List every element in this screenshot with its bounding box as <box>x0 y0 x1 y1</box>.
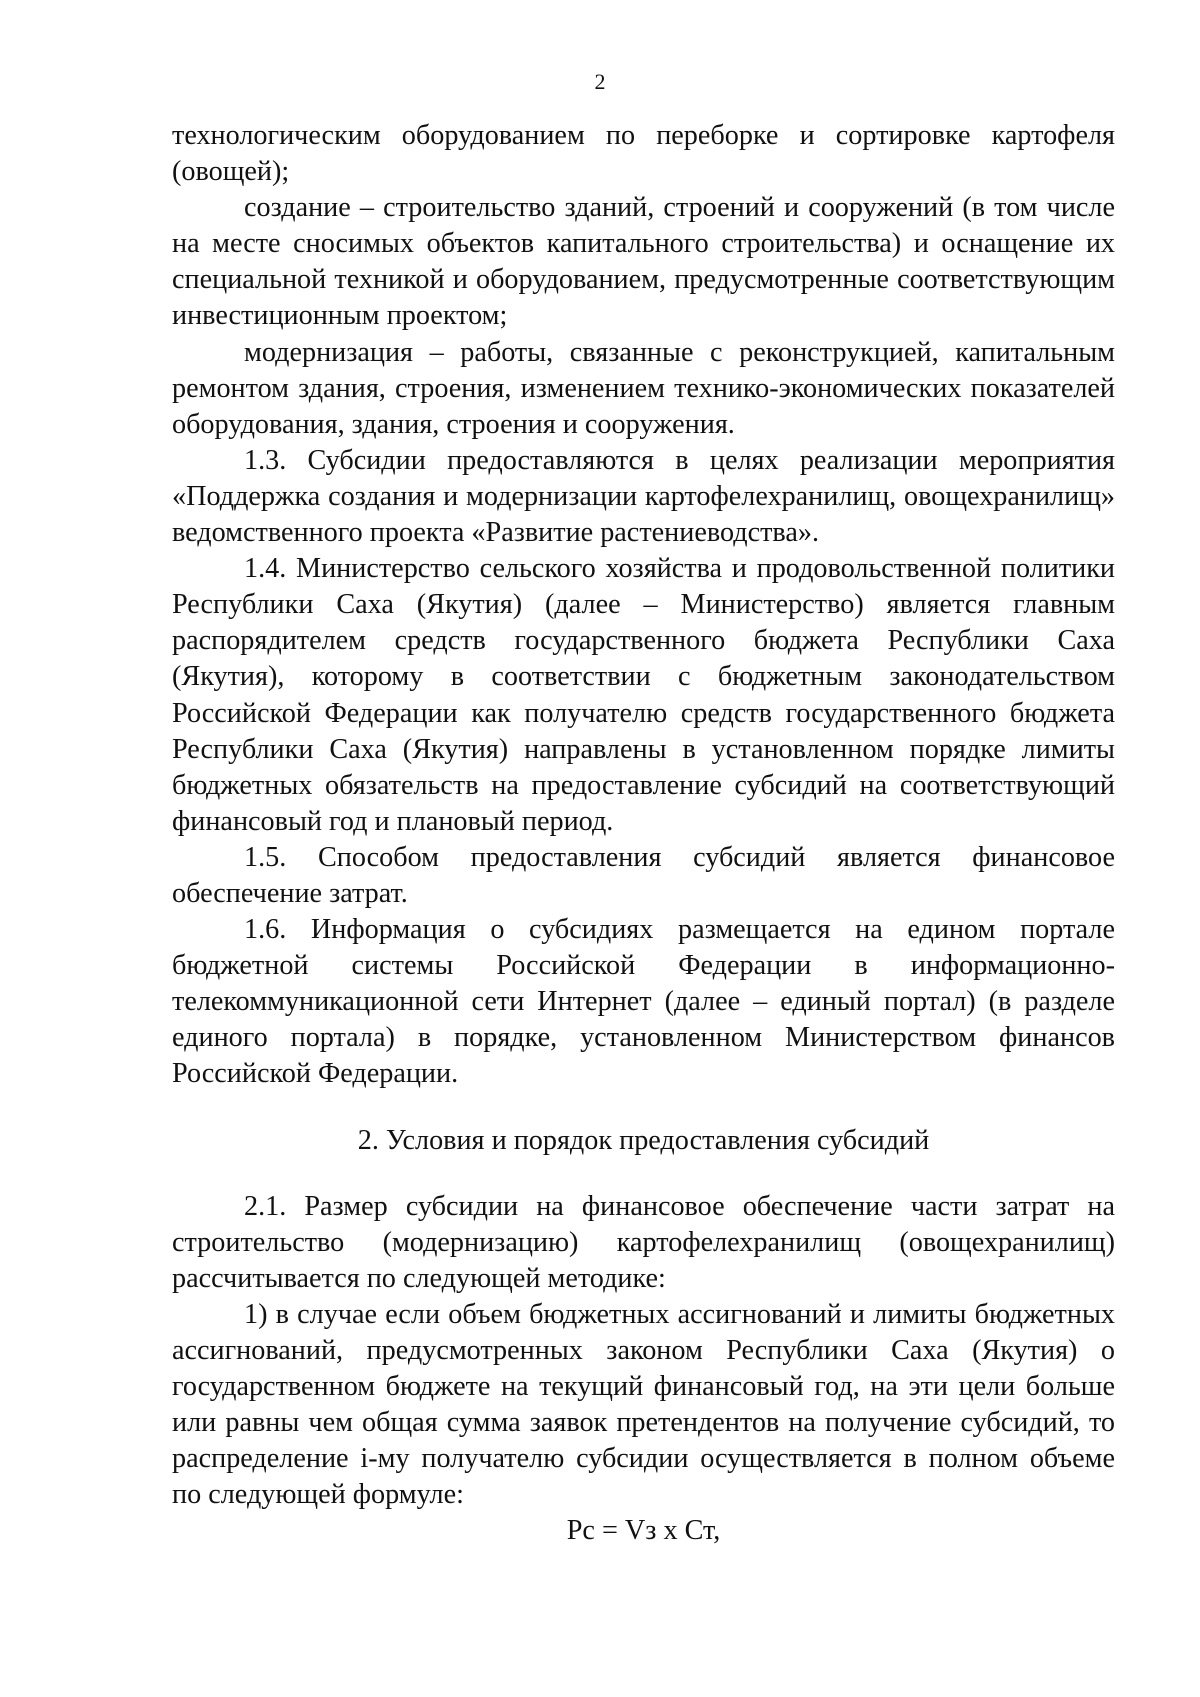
paragraph-definition-creation: создание – строительство зданий, строений и сооружений (в том числе на месте сносимых объектов капитального строительства) и оснащение их специальной техникой и оборудованием, предусмотренные соответствующим инвестиционным проектом; <box>172 192 1115 332</box>
paragraph-2-1-item-1: 1) в случае если объем бюджетных ассигнований и лимиты бюджетных ассигнований, предусмотренных законом Республики Саха (Якутия) о государственном бюджете на текущий финансовый год, на эти цели больше или равны чем общая сумма заявок претендентов на получение субсидий, то распределение i-му получателю субсидии осуществляется в полном объеме по следующей формуле: <box>172 1298 1115 1511</box>
section-heading: 2. Условия и порядок предоставления субсидий <box>357 1124 930 1156</box>
paragraph-1-5: 1.5. Способом предоставления субсидий является финансовое обеспечение затрат. <box>172 841 1115 909</box>
paragraph-equipment-continuation: технологическим оборудованием по переборке и сортировке картофеля (овощей); <box>172 120 1115 188</box>
document-body <box>172 118 1115 1550</box>
paragraph-2-1: 2.1. Размер субсидии на финансовое обеспечение части затрат на строительство (модернизацию) картофелехранилищ (овощехранилищ) рассчитывается по следующей методике: <box>172 1190 1115 1294</box>
formula: Рс = Vз х Ст, <box>566 1515 721 1547</box>
page-number: 2 <box>594 69 606 94</box>
paragraph-1-4: 1.4. Министерство сельского хозяйства и продовольственной политики Республики Саха (Якутия) (далее – Министерство) является главным распорядителем средств государственного бюджета Республики Саха (Якутия), которому в соответствии с бюджетным законодательством Российской Федерации как получателю средств государственного бюджета Республики Саха (Якутия) направлены в установленном порядке лимиты бюджетных обязательств на предоставление субсидий на соответствующий финансовый год и плановый период. <box>172 553 1115 837</box>
paragraph-1-3: 1.3. Субсидии предоставляются в целях реализации мероприятия «Поддержка создания и модернизации картофелехранилищ, овощехранилищ» ведомственного проекта «Развитие растениеводства». <box>172 444 1115 549</box>
paragraph-1-6: 1.6. Информация о субсидиях размещается на едином портале бюджетной системы Российской Федерации в информационно-телекоммуникационной сети Интернет (далее – единый портал) (в разделе единого портала) в порядке, установленном Министерством финансов Российской Федерации. <box>172 914 1115 1090</box>
paragraph-definition-modernization: модернизация – работы, связанные с реконструкцией, капитальным ремонтом здания, строения, изменением технико-экономических показателей оборудования, здания, строения и сооружения. <box>172 336 1115 440</box>
